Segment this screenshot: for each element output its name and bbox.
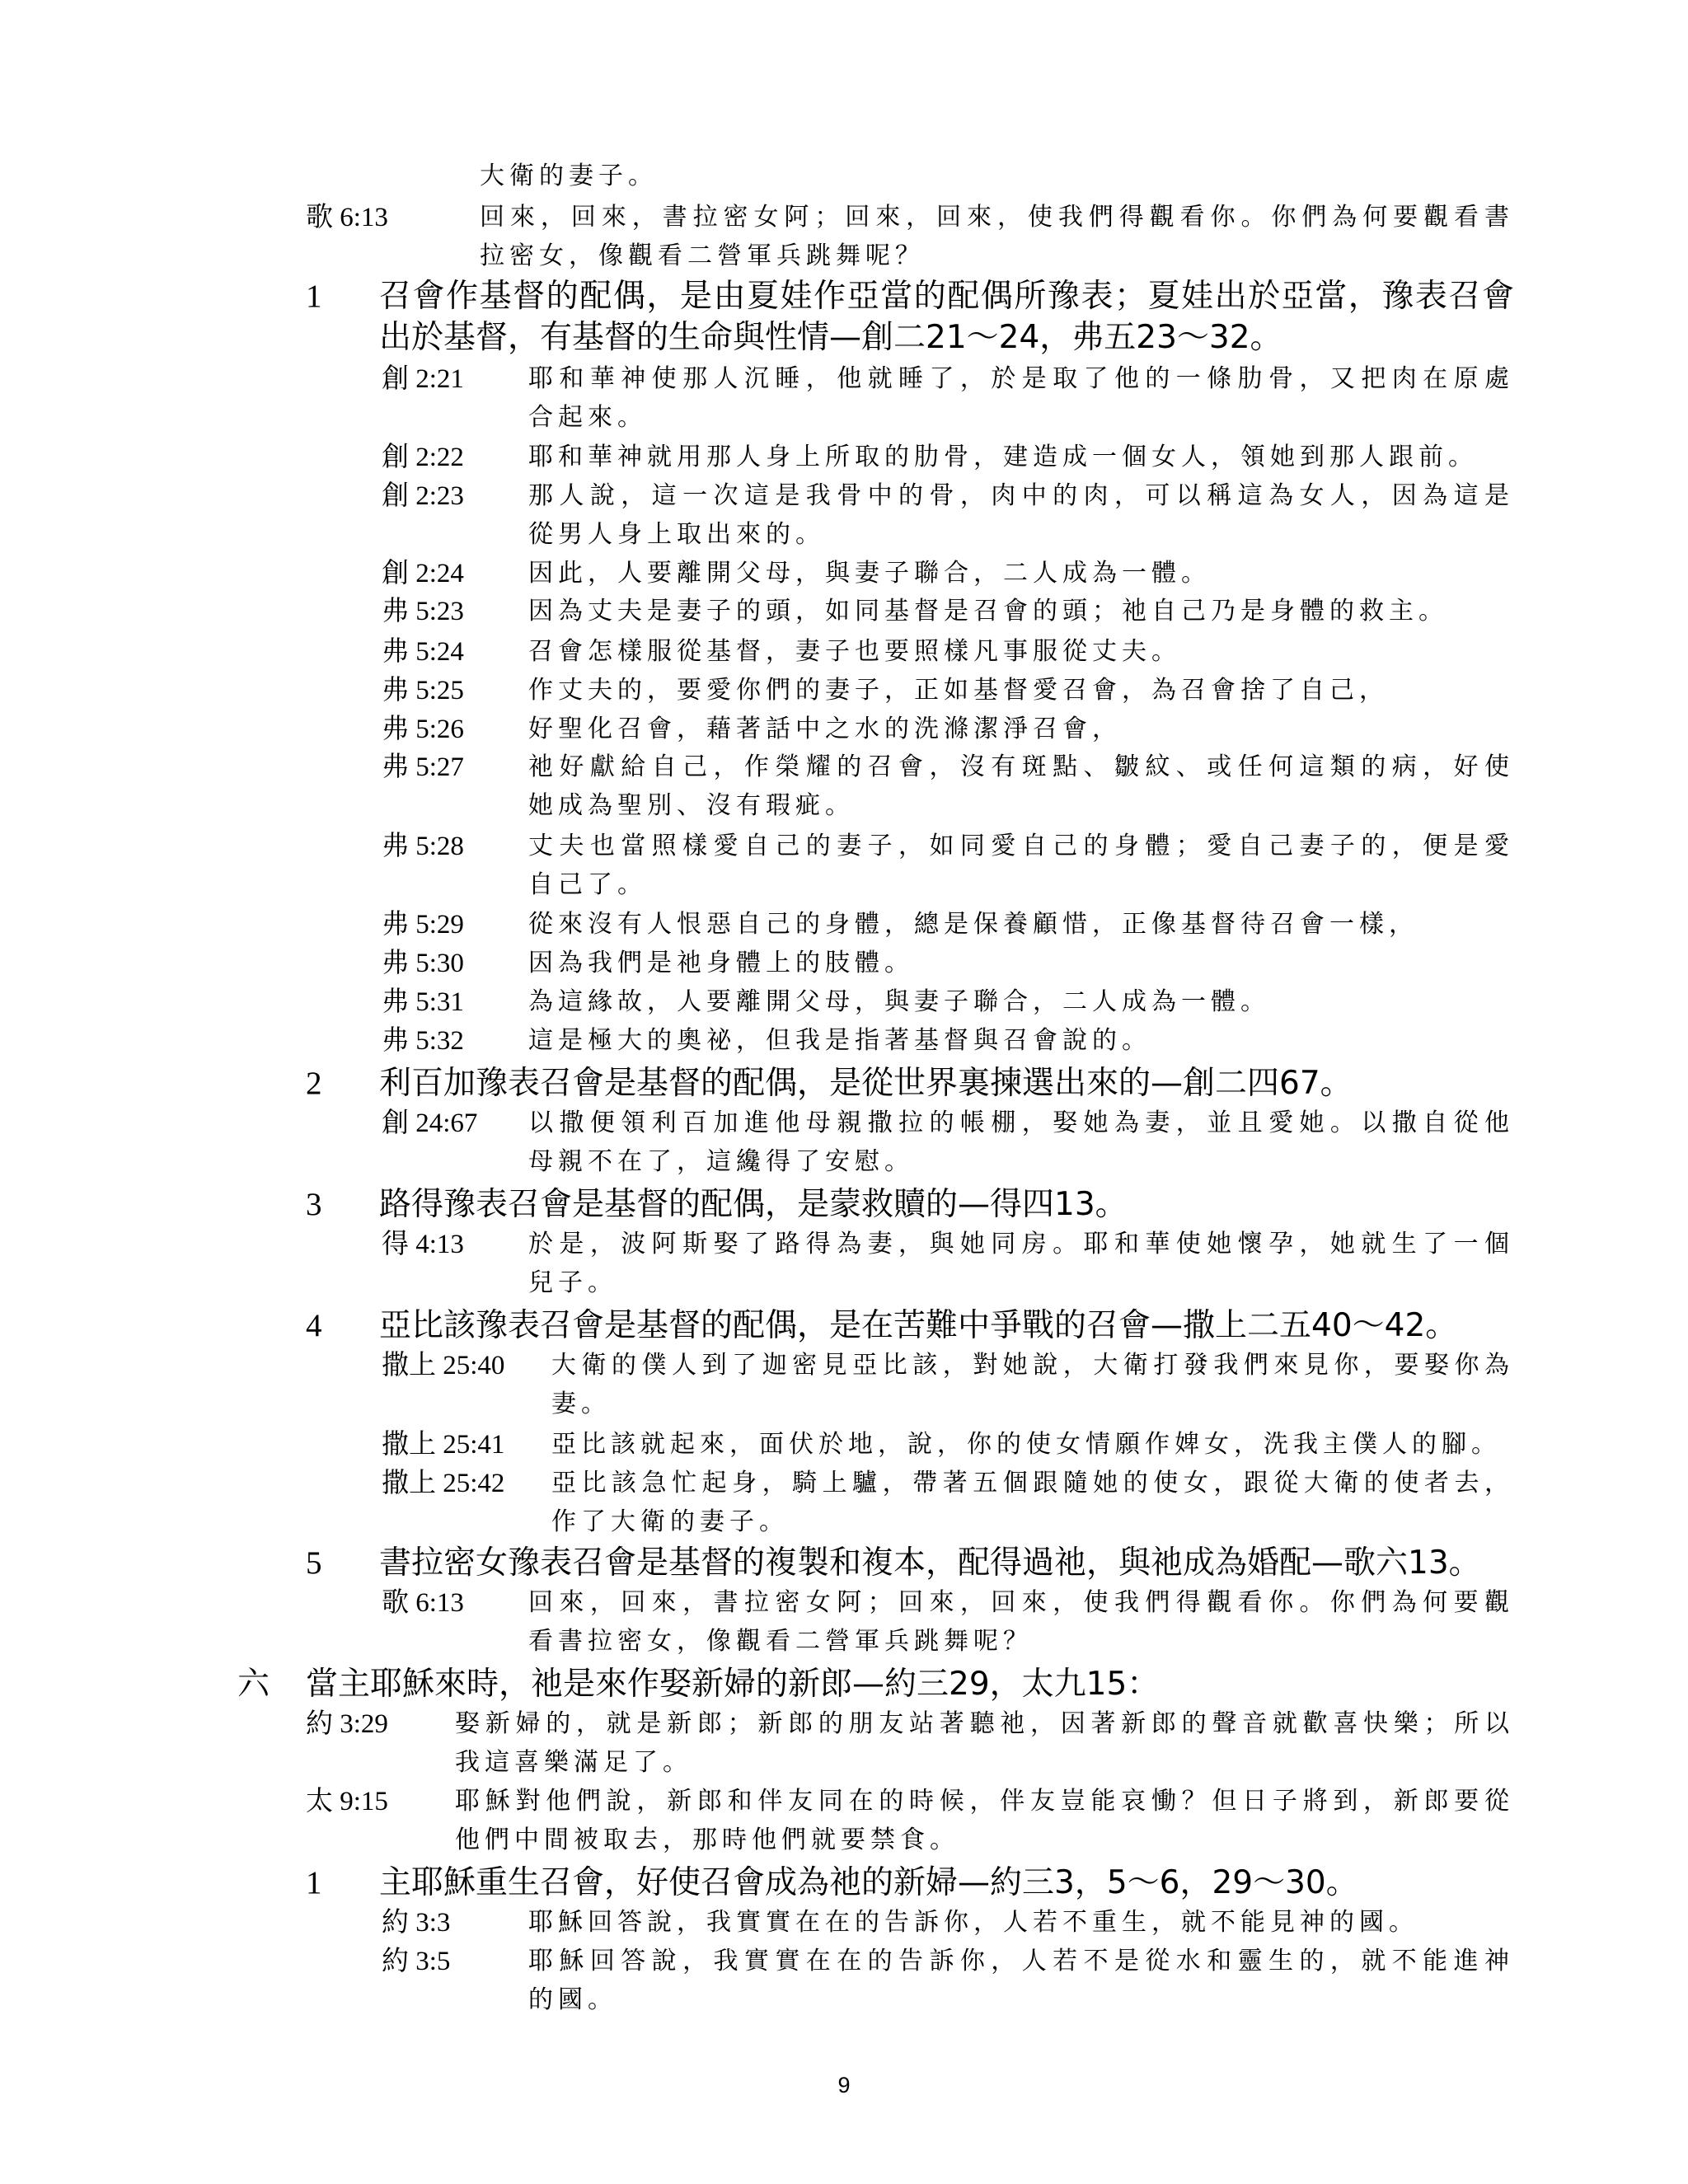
outline-heading-line: 召會作基督的配偶，是由夏娃作亞當的配偶所豫表；夏娃出於亞當，豫表召會 <box>379 278 1514 315</box>
verse-line: 母親不在了，這纔得了安慰。 <box>528 1146 914 1176</box>
verse-reference: 太 9:15 <box>306 1787 388 1816</box>
outline-number: 1 <box>306 1865 322 1900</box>
outline-number: 5 <box>306 1545 322 1581</box>
verse-line: 回來，回來，書拉密女阿；回來，回來，使我們得觀看你。你們為何要觀看書 <box>480 203 1514 232</box>
verse-text <box>528 1022 1514 1061</box>
verse-line: 因為丈夫是妻子的頭，如同基督是召會的頭；祂自己乃是身體的救主。 <box>528 597 1448 626</box>
verse-reference: 創 24:67 <box>382 1108 478 1138</box>
verse-line: 耶和華神使那人沉睡，他就睡了，於是取了他的一條肋骨，又把肉在原處 <box>528 364 1514 393</box>
outline-heading-line: 路得豫表召會是基督的配偶，是蒙救贖的—得四13。 <box>379 1186 1128 1223</box>
verse-line: 大衛的僕人到了迦密見亞比該，對她說，大衛打發我們來見你，要娶你為 <box>551 1351 1514 1380</box>
verse-reference: 弗 5:31 <box>382 987 464 1017</box>
verse-text <box>528 906 1514 944</box>
verse-reference: 弗 5:24 <box>382 637 464 667</box>
verse-reference: 約 3:29 <box>306 1709 388 1739</box>
verse-line: 拉密女，像觀看二營軍兵跳舞呢？ <box>480 241 925 270</box>
page-number: 9 <box>837 2073 851 2097</box>
verse-text <box>551 1347 1514 1423</box>
verse-line: 祂好獻給自己，作榮耀的召會，沒有斑點、皺紋、或任何這類的病，好使 <box>528 752 1514 781</box>
verse-text <box>528 438 1514 477</box>
verse-reference: 撒上 25:41 <box>382 1430 505 1460</box>
verse-line: 亞比該就起來，面伏於地，說，你的使女情願作婢女，洗我主僕人的腳。 <box>551 1430 1501 1459</box>
verse-reference: 弗 5:29 <box>382 910 464 940</box>
verse-line: 於是，波阿斯娶了路得為妻，與她同房。耶和華使她懷孕，她就生了一個 <box>528 1230 1514 1258</box>
verse-text <box>528 593 1514 631</box>
verse-line: 耶穌回答說，我實實在在的告訴你，人若不是從水和靈生的，就不能進神 <box>528 1947 1514 1975</box>
outline-number: 4 <box>306 1308 322 1343</box>
verse-text <box>551 1426 1514 1465</box>
verse-reference: 歌 6:13 <box>382 1588 464 1618</box>
verse-line: 耶穌對他們說，新郎和伴友同在的時候，伴友豈能哀慟？但日子將到，新郎要從 <box>455 1787 1514 1816</box>
outline-number: 六 <box>237 1666 270 1702</box>
verse-text <box>528 360 1514 437</box>
verse-line: 從男人身上取出來的。 <box>528 519 825 549</box>
outline-number: 1 <box>306 279 322 314</box>
verse-text <box>528 555 1514 593</box>
verse-text <box>455 1783 1514 1859</box>
verse-line: 好聖化召會，藉著話中之水的洗滌潔淨召會， <box>528 715 1122 743</box>
outline-heading <box>379 1543 1514 1584</box>
outline-number: 2 <box>306 1066 322 1101</box>
verse-text <box>528 983 1514 1022</box>
verse-reference: 創 2:22 <box>382 443 464 472</box>
verse-text <box>551 1465 1514 1541</box>
verse-text <box>528 1943 1514 2019</box>
verse-line: 因此，人要離開父母，與妻子聯合，二人成為一體。 <box>528 559 1211 588</box>
verse-reference: 撒上 25:42 <box>382 1469 505 1498</box>
verse-text <box>528 1226 1514 1302</box>
outline-heading-line: 出於基督，有基督的生命與性情—創二21～24，弗五23～32。 <box>379 319 1282 356</box>
verse-line: 這是極大的奧祕，但我是指著基督與召會說的。 <box>528 1026 1151 1055</box>
verse-reference: 創 2:24 <box>382 559 464 588</box>
verse-text <box>528 672 1514 710</box>
verse-reference: 創 2:21 <box>382 364 464 394</box>
verse-text <box>528 1584 1514 1661</box>
verse-text <box>528 1104 1514 1181</box>
outline-heading <box>379 1184 1514 1226</box>
verse-line: 耶穌回答說，我實實在在的告訴你，人若不重生，就不能見神的國。 <box>528 1908 1418 1937</box>
verse-line: 她成為聖別、沒有瑕疵。 <box>528 790 855 820</box>
outline-heading <box>379 1305 1514 1347</box>
verse-line: 從來沒有人恨惡自己的身體，總是保養顧惜，正像基督待召會一樣， <box>528 910 1418 939</box>
verse-line: 因為我們是祂身體上的肢體。 <box>528 949 914 977</box>
verse-text <box>528 748 1514 825</box>
verse-line: 合起來。 <box>528 402 647 432</box>
outline-heading-line: 利百加豫表召會是基督的配偶，是從世界裏揀選出來的—創二四67。 <box>379 1065 1353 1102</box>
outline-heading <box>306 1664 1514 1705</box>
verse-line: 娶新婦的，就是新郎；新郎的朋友站著聽祂，因著新郎的聲音就歡喜快樂；所以 <box>455 1709 1514 1738</box>
verse-line: 他們中間被取去，那時他們就要禁食。 <box>455 1825 959 1854</box>
verse-line: 亞比該急忙起身，騎上驢，帶著五個跟隨她的使女，跟從大衛的使者去， <box>551 1469 1514 1497</box>
outline-number: 3 <box>306 1187 322 1222</box>
verse-reference: 約 3:3 <box>382 1908 451 1938</box>
verse-reference: 弗 5:23 <box>382 597 464 626</box>
verse-line: 為這緣故，人要離開父母，與妻子聯合，二人成為一體。 <box>528 987 1270 1016</box>
verse-line: 以撒便領利百加進他母親撒拉的帳棚，娶她為妻，並且愛她。以撒自從他 <box>528 1108 1514 1137</box>
outline-heading-line: 主耶穌重生召會，好使召會成為祂的新婦—約三3，5～6，29～30。 <box>379 1864 1358 1901</box>
verse-line: 回來，回來，書拉密女阿；回來，回來，使我們得觀看你。你們為何要觀 <box>528 1588 1514 1617</box>
verse-text <box>528 1904 1514 1943</box>
verse-reference: 弗 5:27 <box>382 752 464 782</box>
verse-line: 我這喜樂滿足了。 <box>455 1747 692 1777</box>
verse-line: 作了大衛的妻子。 <box>551 1507 789 1536</box>
verse-reference: 弗 5:26 <box>382 715 464 744</box>
verse-reference: 弗 5:32 <box>382 1026 464 1056</box>
verse-line: 的國。 <box>528 1985 617 2014</box>
verse-reference: 撒上 25:40 <box>382 1351 505 1380</box>
verse-line: 妻。 <box>551 1389 611 1418</box>
verse-line: 丈夫也當照樣愛自己的妻子，如同愛自己的身體；愛自己妻子的，便是愛 <box>528 832 1514 860</box>
verse-text <box>528 477 1514 554</box>
verse-reference: 弗 5:25 <box>382 676 464 705</box>
verse-reference: 約 3:5 <box>382 1947 451 1976</box>
verse-text <box>528 633 1514 672</box>
verse-line: 那人說，這一次這是我骨中的骨，肉中的肉，可以稱這為女人，因為這是 <box>528 481 1514 510</box>
verse-reference: 得 4:13 <box>382 1230 464 1259</box>
verse-reference: 歌 6:13 <box>306 203 388 232</box>
verse-line: 召會怎樣服從基督，妻子也要照樣凡事服從丈夫。 <box>528 637 1181 666</box>
verse-reference: 創 2:23 <box>382 481 464 511</box>
outline-heading-line: 亞比該豫表召會是基督的配偶，是在苦難中爭戰的召會—撒上二五40～42。 <box>379 1307 1458 1344</box>
verse-text <box>480 199 1514 275</box>
verse-line: 兒子。 <box>528 1268 617 1297</box>
outline-heading <box>379 1863 1514 1904</box>
verse-line: 自己了。 <box>528 869 647 899</box>
verse-line: 看書拉密女，像觀看二營軍兵跳舞呢？ <box>528 1626 1033 1656</box>
verse-text <box>528 944 1514 983</box>
outline-heading <box>379 276 1514 359</box>
verse-text <box>455 1705 1514 1782</box>
verse-line: 作丈夫的，要愛你們的妻子，正如基督愛召會，為召會捨了自己， <box>528 676 1389 705</box>
verse-reference: 弗 5:30 <box>382 949 464 978</box>
outline-heading-line: 當主耶穌來時，祂是來作娶新婦的新郎—約三29，太九15： <box>306 1666 1160 1703</box>
verse-text <box>480 157 1514 196</box>
verse-text <box>528 827 1514 904</box>
verse-reference: 弗 5:28 <box>382 832 464 861</box>
outline-heading-line: 書拉密女豫表召會是基督的複製和複本，配得過祂，與祂成為婚配—歌六13。 <box>379 1544 1481 1582</box>
verse-text <box>528 710 1514 749</box>
verse-line: 耶和華神就用那人身上所取的肋骨，建造成一個女人，領她到那人跟前。 <box>528 443 1478 471</box>
outline-heading <box>379 1063 1514 1104</box>
verse-line: 大衛的妻子。 <box>480 162 658 190</box>
